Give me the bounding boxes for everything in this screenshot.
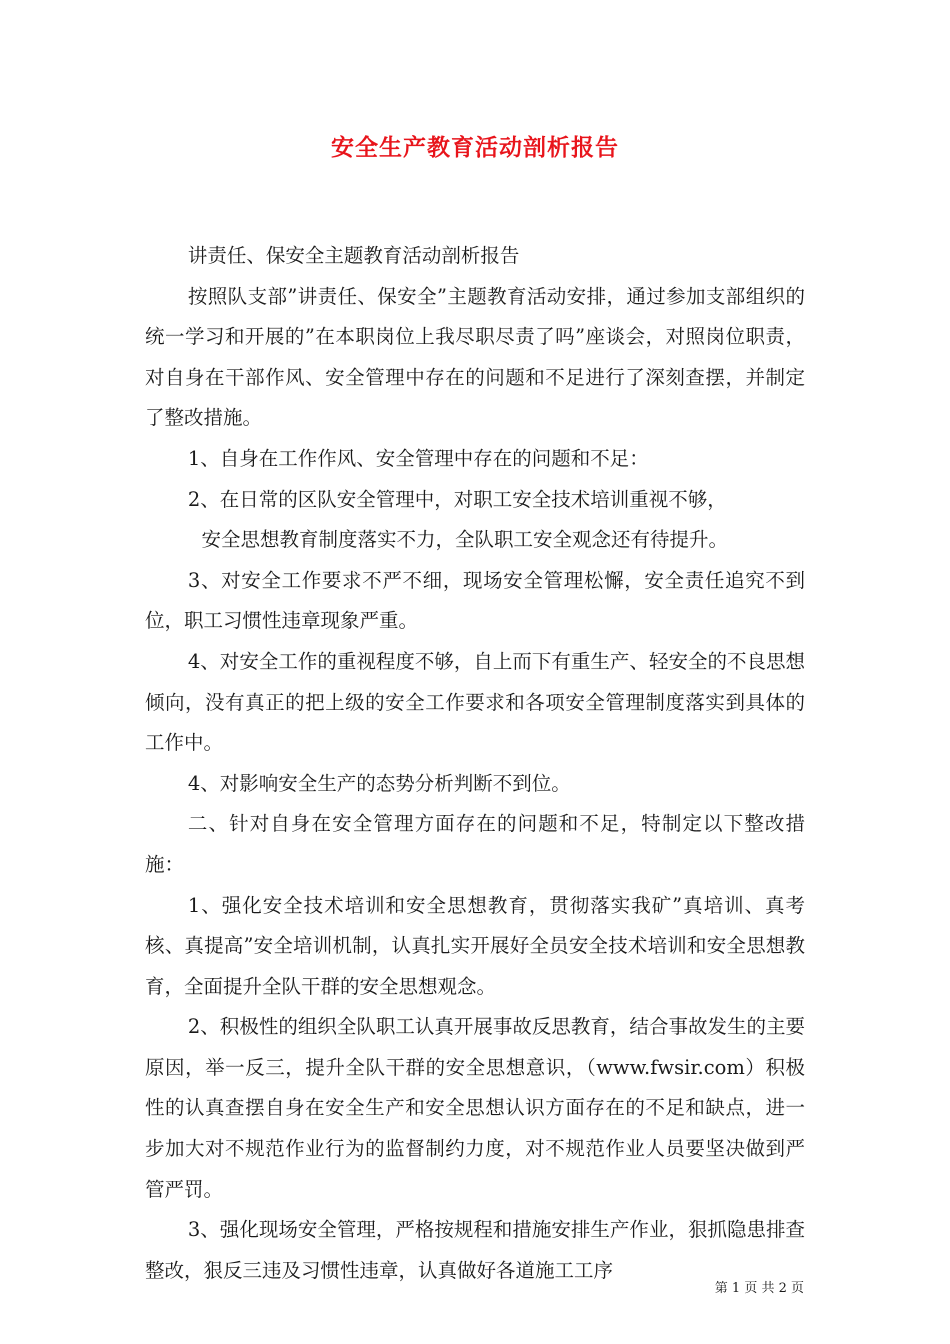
paragraph-section-2: 二、针对自身在安全管理方面存在的问题和不足，特制定以下整改措施： xyxy=(145,812,805,876)
paragraph-item-4b: 4、对影响安全生产的态势分析判断不到位。 xyxy=(187,771,571,795)
paragraph-item-4: 4、对安全工作的重视程度不够，自上而下有重生产、轻安全的不良思想倾向，没有真正的把上级的安全工作要求和各项安全管理制度落实到具体的工作中。 xyxy=(145,649,805,755)
paragraph-item-2: 2、在日常的区队安全管理中，对职工安全技术培训重视不够， xyxy=(187,487,727,511)
paragraph-measure-3: 3、强化现场安全管理，严格按规程和措施安排生产作业，狠抓隐患排查整改，狠反三违及习惯性违章，认真做好各道施工工序 xyxy=(145,1218,805,1282)
document-body xyxy=(145,236,805,1291)
document-title: 安全生产教育活动剖析报告 xyxy=(331,134,619,161)
paragraph-item-2-continued: 安全思想教育制度落实不力，全队职工安全观念还有待提升。 xyxy=(201,528,729,552)
paragraph-subtitle: 讲责任、保安全主题教育活动剖析报告 xyxy=(187,244,520,267)
paragraph-measure-2: 2、积极性的组织全队职工认真开展事故反思教育，结合事故发生的主要原因，举一反三，提升全队干群的安全思想意识，（www.fwsir.com）积极性的认真查摆自身在安全生产和安全思想认识方面存在的不足和缺点，进一步加大对不规范作业行为的监督制约力度，对不规范作业人员要坚决做到严管严罚。 xyxy=(145,1015,805,1201)
paragraph-intro: 按照队支部”讲责任、保安全”主题教育活动安排，通过参加支部组织的统一学习和开展的”在本职岗位上我尽职尽责了吗”座谈会，对照岗位职责，对自身在干部作风、安全管理中存在的问题和不足进行了深刻查摆，并制定了整改措施。 xyxy=(145,284,805,430)
paragraph-item-1: 1、自身在工作作风、安全管理中存在的问题和不足： xyxy=(187,446,649,470)
paragraph-item-3: 3、对安全工作要求不严不细，现场安全管理松懈，安全责任追究不到位，职工习惯性违章现象严重。 xyxy=(145,568,805,633)
paragraph-measure-1: 1、强化安全技术培训和安全思想教育，贯彻落实我矿”真培训、真考核、真提高”安全培训机制，认真扎实开展好全员安全技术培训和安全思想教育，全面提升全队干群的安全思想观念。 xyxy=(145,893,805,998)
page-number: 第 1 页 共 2 页 xyxy=(714,1281,804,1296)
